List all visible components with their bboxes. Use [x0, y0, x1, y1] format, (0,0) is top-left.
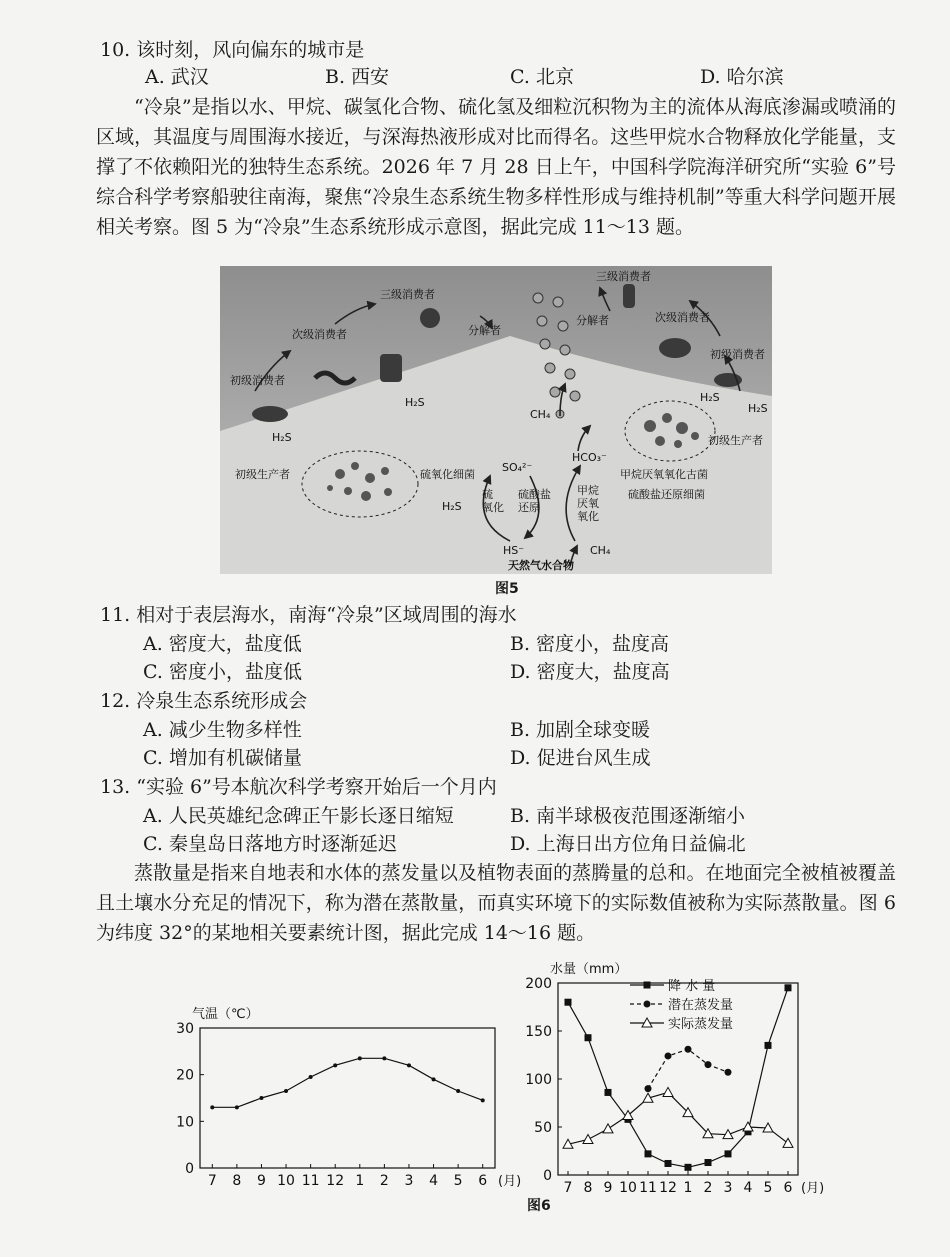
label-methane-oxidation: 甲烷厌氧氧化 [577, 484, 599, 523]
cold-seep-diagram [220, 266, 772, 574]
label-ch4-top: CH₄ [530, 408, 551, 421]
y-axis-label: 水量（mm） [550, 962, 628, 977]
data-point-s0-6 [358, 1056, 362, 1060]
data-point-s0-7 [382, 1056, 386, 1060]
series-line-1 [648, 1049, 728, 1088]
q10-option-d: D. 哈尔滨 [700, 66, 784, 88]
q13-stem: 13. “实验 6”号本航次科学考察开始后一个月内 [100, 776, 497, 798]
data-point-s0-9 [432, 1077, 436, 1081]
q13-option-d: D. 上海日出方位角日益偏北 [510, 833, 746, 855]
data-point-s0-2 [605, 1089, 612, 1096]
label-hs: HS⁻ [503, 544, 525, 557]
label-h2s-1: H₂S [405, 396, 425, 409]
x-tick-label-5: 12 [326, 1173, 345, 1189]
y-axis-label: 气温（℃） [192, 1007, 259, 1022]
data-point-s2-9 [743, 1122, 753, 1131]
data-point-s0-2 [259, 1096, 263, 1100]
label-hco3: HCO₃⁻ [572, 451, 607, 464]
x-tick-label-11: 6 [478, 1173, 488, 1189]
data-point-s2-1 [583, 1134, 593, 1143]
label-so4: SO₄²⁻ [502, 461, 533, 474]
data-point-s0-4 [645, 1150, 652, 1157]
x-tick-label-2: 9 [256, 1173, 266, 1189]
q12-option-d: D. 促进台风生成 [510, 747, 651, 769]
q12-stem: 12. 冷泉生态系统形成会 [100, 690, 308, 712]
x-tick-label-9: 4 [429, 1173, 439, 1189]
q12-option-c: C. 增加有机碳储量 [143, 747, 302, 769]
x-tick-label-7: 2 [379, 1173, 389, 1189]
data-point-s0-0 [210, 1105, 214, 1109]
q10-stem: 10. 该时刻，风向偏东的城市是 [100, 39, 365, 61]
label-secondary-left: 次级消费者 [292, 328, 347, 341]
x-tick-label-3: 10 [619, 1180, 637, 1196]
data-point-s0-5 [333, 1063, 337, 1067]
data-point-s0-7 [705, 1159, 712, 1166]
label-decomposer-left: 分解者 [468, 324, 501, 337]
legend-label-0: 降 水 量 [668, 979, 716, 994]
q12-option-a: A. 减少生物多样性 [143, 719, 302, 741]
fig5-caption: 图5 [495, 581, 519, 597]
data-point-s0-11 [785, 984, 792, 991]
q10-option-a: A. 武汉 [145, 66, 209, 88]
data-point-s0-0 [565, 999, 572, 1006]
data-point-s1-7 [705, 1061, 712, 1068]
label-sulfur-oxidation: 硫氧化 [482, 488, 504, 514]
label-decomposer-right: 分解者 [576, 314, 609, 327]
q13-option-c: C. 秦皇岛日落地方时逐渐延迟 [143, 833, 397, 855]
data-point-s1-8 [725, 1069, 732, 1076]
y-tick-label-2: 100 [525, 1072, 552, 1088]
data-point-s0-5 [665, 1160, 672, 1167]
x-tick-label-5: 12 [659, 1180, 677, 1196]
legend-marker-1 [644, 1001, 651, 1008]
q11-option-b: B. 密度小，盐度高 [510, 633, 670, 655]
data-point-s1-6 [685, 1046, 692, 1053]
label-h2s-2: H₂S [272, 431, 292, 444]
data-point-s0-11 [481, 1098, 485, 1102]
q11-option-a: A. 密度大，盐度低 [143, 633, 302, 655]
data-point-s0-10 [765, 1042, 772, 1049]
label-srb: 硫酸盐还原细菌 [628, 488, 705, 501]
label-h2s-4: H₂S [700, 391, 720, 404]
x-tick-label-4: 11 [639, 1180, 657, 1196]
x-unit-label: (月) [801, 1181, 825, 1196]
x-tick-label-1: 8 [583, 1180, 593, 1196]
evapotranspiration-paragraph: 蒸散量是指来自地表和水体的蒸发量以及植物表面的蒸腾量的总和。在地面完全被植被覆盖且土壤水分充足的情况下，称为潜在蒸散量，而真实环境下的实际数值被称为实际蒸散量。图 6 为纬度 32°的某地相关要素统计图，据此完成 14～16 题。 [96, 862, 896, 944]
label-producer-left: 初级生产者 [235, 468, 290, 481]
q10-option-c: C. 北京 [510, 66, 574, 88]
fig6-caption: 图6 [527, 1198, 551, 1214]
x-tick-label-6: 1 [683, 1180, 693, 1196]
x-tick-label-1: 8 [232, 1173, 242, 1189]
label-primary-right: 初级消费者 [710, 348, 765, 361]
data-point-s0-3 [284, 1089, 288, 1093]
label-tertiary-right: 三级消费者 [596, 270, 651, 283]
data-point-s0-10 [456, 1089, 460, 1093]
label-gas-hydrate: 天然气水合物 [508, 559, 574, 572]
data-point-s2-11 [783, 1138, 793, 1147]
y-tick-label-4: 200 [525, 976, 552, 992]
label-primary-left: 初级消费者 [230, 374, 285, 387]
plot-frame [200, 1028, 495, 1168]
y-tick-label-2: 20 [176, 1067, 194, 1084]
x-tick-label-2: 9 [603, 1180, 613, 1196]
x-tick-label-9: 4 [743, 1180, 753, 1196]
series-line-0 [212, 1058, 482, 1107]
q12-option-b: B. 加剧全球变暖 [510, 719, 651, 741]
q11-option-c: C. 密度小，盐度低 [143, 661, 302, 683]
water-chart [520, 945, 825, 1200]
q13-option-a: A. 人民英雄纪念碑正午影长逐日缩短 [143, 805, 454, 827]
temperature-chart [160, 998, 522, 1198]
x-tick-label-7: 2 [703, 1180, 713, 1196]
y-tick-label-0: 0 [543, 1168, 552, 1184]
y-tick-label-1: 10 [176, 1114, 194, 1131]
y-tick-label-3: 150 [525, 1024, 552, 1040]
data-point-s0-6 [685, 1164, 692, 1171]
data-point-s0-8 [407, 1063, 411, 1067]
x-tick-label-0: 7 [563, 1180, 573, 1196]
data-point-s1-4 [645, 1085, 652, 1092]
label-sulfur-bacteria: 硫氧化细菌 [420, 468, 475, 481]
label-h2s-5: H₂S [748, 402, 768, 415]
data-point-s0-1 [585, 1034, 592, 1041]
x-tick-label-4: 11 [301, 1173, 320, 1189]
x-unit-label: (月) [498, 1174, 522, 1189]
data-point-s0-4 [309, 1075, 313, 1079]
legend-marker-0 [644, 982, 651, 989]
label-tertiary-left: 三级消费者 [380, 288, 435, 301]
x-tick-label-3: 10 [277, 1173, 295, 1189]
x-tick-label-10: 5 [763, 1180, 773, 1196]
y-tick-label-3: 30 [176, 1021, 194, 1037]
x-tick-label-6: 1 [355, 1173, 365, 1189]
x-tick-label-0: 7 [207, 1173, 217, 1189]
data-point-s1-5 [665, 1052, 672, 1059]
data-point-s0-8 [725, 1150, 732, 1157]
q13-option-b: B. 南半球极夜范围逐渐缩小 [510, 805, 746, 827]
label-ch4-bottom: CH₄ [590, 544, 611, 557]
label-producer-right: 初级生产者 [708, 434, 763, 447]
label-sulfate-reduction: 硫酸盐还原 [518, 488, 551, 514]
cold-seep-paragraph: “冷泉”是指以水、甲烷、碳氢化合物、硫化氢及细粒沉积物为主的流体从海底渗漏或喷涌的区域，其温度与周围海水接近，与深海热液形成对比而得名。这些甲烷水合物释放化学能量，支撑了不依赖阳光的独特生态系统。2026 年 7 月 28 日上午，中国科学院海洋研究所“实验 6”号综合科学考察船驶往南海，聚焦“冷泉生态系统生物多样性形成与维持机制”等重大科学问题开展相关考察。图 5 为“冷泉”生态系统形成示意图，据此完成 11～13 题。 [96, 96, 896, 238]
data-point-s2-5 [663, 1087, 673, 1096]
x-tick-label-10: 5 [453, 1173, 463, 1189]
q11-option-d: D. 密度大，盐度高 [510, 661, 670, 683]
label-secondary-right: 次级消费者 [655, 311, 710, 324]
q10-option-b: B. 西安 [325, 66, 390, 88]
q11-stem: 11. 相对于表层海水，南海“冷泉”区域周围的海水 [100, 604, 517, 626]
label-h2s-3: H₂S [442, 500, 462, 513]
label-archaea: 甲烷厌氧氧化古菌 [620, 468, 708, 481]
y-tick-label-1: 50 [534, 1120, 552, 1136]
series-line-0 [568, 988, 788, 1168]
y-tick-label-0: 0 [185, 1161, 194, 1177]
legend-label-2: 实际蒸发量 [668, 1017, 734, 1032]
x-tick-label-8: 3 [723, 1180, 733, 1196]
legend-label-1: 潜在蒸发量 [668, 998, 734, 1013]
data-point-s0-1 [235, 1105, 239, 1109]
x-tick-label-8: 3 [404, 1173, 414, 1189]
x-tick-label-11: 6 [783, 1180, 793, 1196]
data-point-s2-2 [603, 1124, 613, 1133]
